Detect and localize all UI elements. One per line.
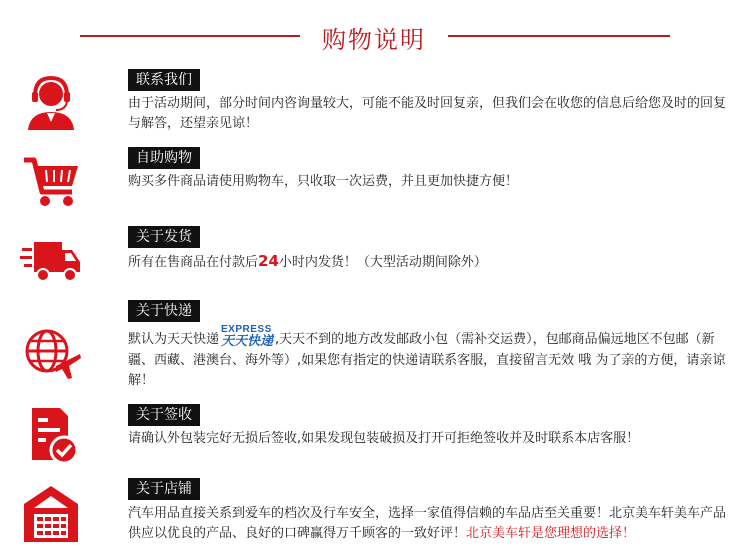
header-rule-left: [80, 35, 300, 37]
logo-chinese: 天天快递: [221, 334, 274, 349]
section-text: 请确认外包装完好无损后签收,如果发现包装破损及打开可拒绝签收并及时联系本店客服！: [128, 431, 640, 446]
section-text: [128, 504, 733, 544]
store-text: 汽车用品直接关系到爱车的档次及行车安全，选择一家值得信赖的车品店至关重要！北京美车轩美车产品供应以优良的产品、良好的口碑赢得万千顾客的一致好评！: [128, 506, 727, 541]
section-text: 由于活动期间，部分时间内咨询量较大，可能不能及时回复亲，但我们会在收您的信息后给您及时的回复与解答，还望亲见谅！: [128, 96, 727, 131]
section-heading: 自助购物: [128, 147, 200, 169]
store-icon: [20, 482, 82, 544]
section-sign-receipt: [0, 404, 750, 466]
section-express: [0, 300, 750, 390]
section-heading: 联系我们: [128, 69, 200, 91]
text-before: 所有在售商品在付款后: [128, 255, 259, 270]
hours-highlight: 24: [258, 252, 279, 270]
tiantian-express-logo: [221, 325, 273, 348]
section-store: [0, 476, 750, 558]
sign-receipt-icon: [20, 404, 82, 466]
section-heading: 关于发货: [128, 226, 200, 248]
section-heading: 关于签收: [128, 404, 200, 426]
text-after: ,天天不到的地方改发邮政小包（需补交运费），包邮商品偏远地区不包邮（新疆、西藏、港澳台、海外等）,如果您有指定的快递请联系客服，直接留言无效 哦 为了亲的方便，请亲谅解！: [128, 332, 726, 388]
text-before: 默认为天天快递: [128, 332, 220, 347]
shopping-cart-icon: [20, 150, 82, 212]
page-title: 购物说明: [322, 26, 426, 54]
globe-airplane-icon: [20, 320, 82, 382]
customer-service-icon: [20, 70, 82, 132]
section-text: [128, 324, 728, 391]
header-rule-right: [448, 35, 670, 37]
section-shipping: [0, 226, 750, 288]
text-after: 小时内发货！（大型活动期间除外）: [278, 255, 487, 270]
section-self-service: [0, 146, 750, 208]
section-heading: 关于店铺: [128, 478, 200, 500]
section-text: 购买多件商品请使用购物车，只收取一次运费，并且更加快捷方便！: [128, 174, 519, 189]
delivery-truck-icon: [20, 230, 82, 292]
store-highlight: 北京美车轩是您理想的选择！: [466, 526, 636, 541]
page-header: [0, 18, 750, 58]
section-contact-us: [0, 66, 750, 136]
section-text: [128, 251, 733, 273]
logo-english: EXPRESS: [221, 324, 272, 335]
section-heading: 关于快递: [128, 300, 200, 322]
